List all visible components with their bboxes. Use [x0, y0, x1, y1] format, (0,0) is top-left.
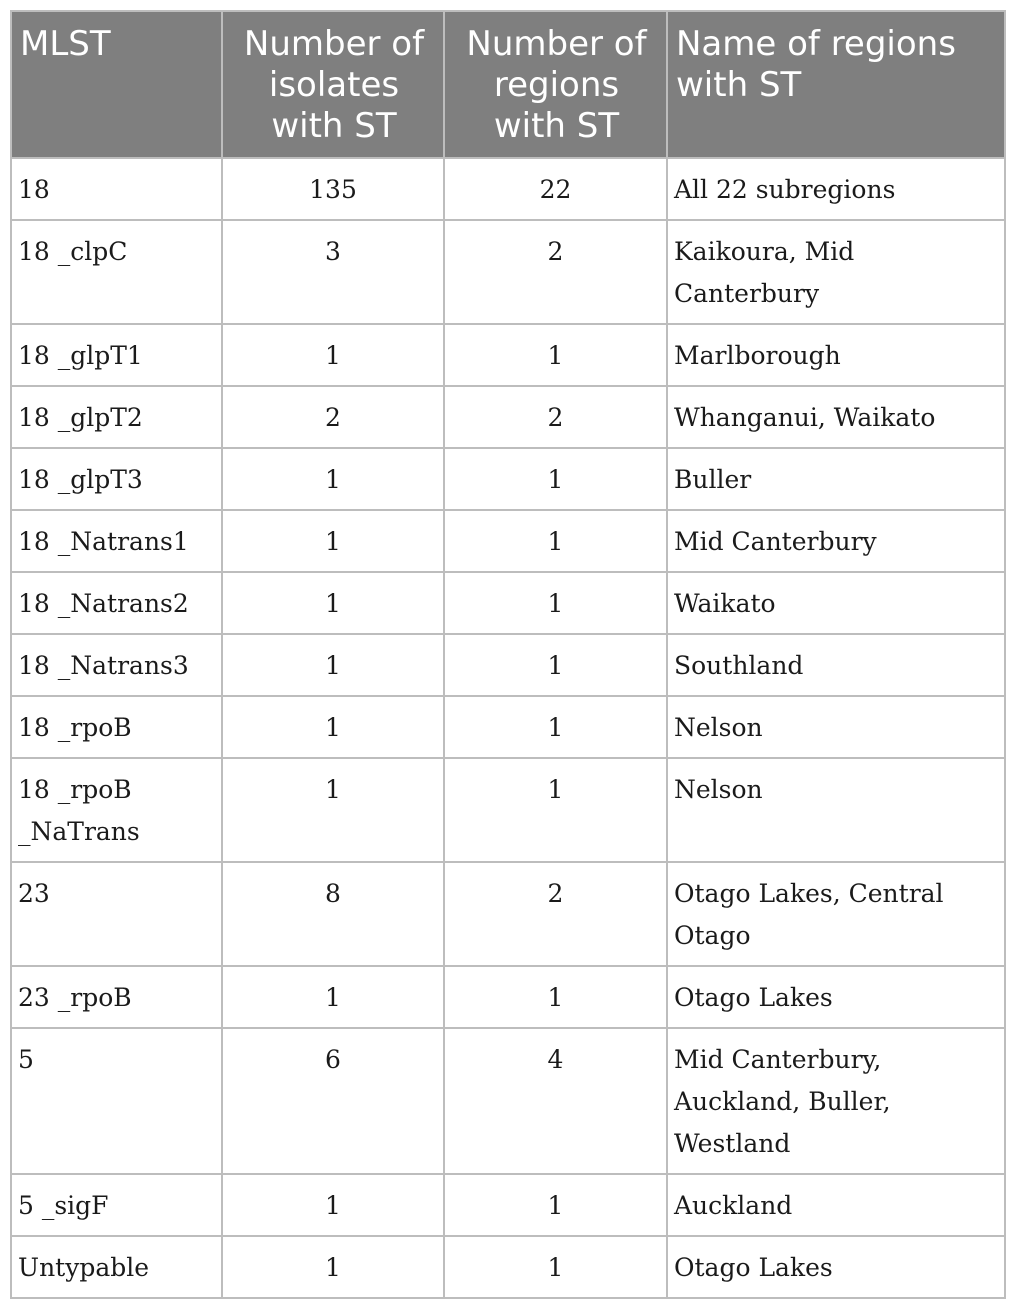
table-row	[11, 758, 1005, 862]
cell-mlst: 18 _Natrans3	[11, 634, 222, 696]
cell-regions: 1	[444, 758, 667, 862]
cell-isolates: 1	[222, 634, 444, 696]
table-header	[11, 11, 1005, 158]
header-mlst: MLST	[11, 11, 222, 158]
cell-regions: 1	[444, 572, 667, 634]
cell-regions: 4	[444, 1028, 667, 1174]
cell-mlst: 18	[11, 158, 222, 220]
table-row	[11, 1236, 1005, 1298]
cell-region-names: Mid Canterbury, Auckland, Buller, Westland	[667, 1028, 1005, 1174]
table-row	[11, 448, 1005, 510]
cell-isolates: 6	[222, 1028, 444, 1174]
cell-isolates: 3	[222, 220, 444, 324]
table-row	[11, 1174, 1005, 1236]
cell-regions: 2	[444, 862, 667, 966]
cell-region-names: Kaikoura, Mid Canterbury	[667, 220, 1005, 324]
cell-mlst: 18 _rpoB _NaTrans	[11, 758, 222, 862]
cell-regions: 1	[444, 696, 667, 758]
cell-mlst: 23 _rpoB	[11, 966, 222, 1028]
cell-regions: 1	[444, 634, 667, 696]
table-row	[11, 1028, 1005, 1174]
cell-regions: 1	[444, 1174, 667, 1236]
header-region-names: Name of regions with ST	[667, 11, 1005, 158]
cell-isolates: 1	[222, 758, 444, 862]
cell-isolates: 1	[222, 1174, 444, 1236]
header-regions: Number of regions with ST	[444, 11, 667, 158]
cell-region-names: Marlborough	[667, 324, 1005, 386]
cell-region-names: Whanganui, Waikato	[667, 386, 1005, 448]
cell-isolates: 1	[222, 572, 444, 634]
table-row	[11, 634, 1005, 696]
cell-region-names: Otago Lakes, Central Otago	[667, 862, 1005, 966]
cell-regions: 1	[444, 966, 667, 1028]
cell-mlst: 18 _glpT3	[11, 448, 222, 510]
cell-regions: 1	[444, 1236, 667, 1298]
header-isolates: Number of isolates with ST	[222, 11, 444, 158]
cell-regions: 1	[444, 510, 667, 572]
table-row	[11, 158, 1005, 220]
table-row	[11, 510, 1005, 572]
table-row	[11, 862, 1005, 966]
cell-regions: 2	[444, 220, 667, 324]
cell-isolates: 1	[222, 324, 444, 386]
cell-isolates: 2	[222, 386, 444, 448]
cell-mlst: 18 _clpC	[11, 220, 222, 324]
cell-mlst: 23	[11, 862, 222, 966]
cell-isolates: 1	[222, 448, 444, 510]
cell-isolates: 1	[222, 696, 444, 758]
table-row	[11, 324, 1005, 386]
table-row	[11, 386, 1005, 448]
table-row	[11, 966, 1005, 1028]
table-row	[11, 696, 1005, 758]
cell-isolates: 135	[222, 158, 444, 220]
cell-mlst: 18 _Natrans1	[11, 510, 222, 572]
cell-isolates: 8	[222, 862, 444, 966]
cell-region-names: Mid Canterbury	[667, 510, 1005, 572]
cell-mlst: 5	[11, 1028, 222, 1174]
cell-isolates: 1	[222, 1236, 444, 1298]
st-table	[10, 10, 1006, 1299]
cell-regions: 22	[444, 158, 667, 220]
cell-mlst: 18 _Natrans2	[11, 572, 222, 634]
table-body	[11, 158, 1005, 1298]
cell-regions: 2	[444, 386, 667, 448]
cell-isolates: 1	[222, 966, 444, 1028]
cell-region-names: Auckland	[667, 1174, 1005, 1236]
cell-mlst: Untypable	[11, 1236, 222, 1298]
cell-mlst: 18 _glpT2	[11, 386, 222, 448]
table-row	[11, 572, 1005, 634]
cell-mlst: 5 _sigF	[11, 1174, 222, 1236]
cell-region-names: All 22 subregions	[667, 158, 1005, 220]
cell-region-names: Otago Lakes	[667, 966, 1005, 1028]
cell-isolates: 1	[222, 510, 444, 572]
table-row	[11, 220, 1005, 324]
cell-regions: 1	[444, 448, 667, 510]
cell-mlst: 18 _rpoB	[11, 696, 222, 758]
cell-region-names: Waikato	[667, 572, 1005, 634]
cell-region-names: Buller	[667, 448, 1005, 510]
cell-region-names: Nelson	[667, 758, 1005, 862]
cell-mlst: 18 _glpT1	[11, 324, 222, 386]
header-row	[11, 11, 1005, 158]
cell-region-names: Nelson	[667, 696, 1005, 758]
cell-regions: 1	[444, 324, 667, 386]
cell-region-names: Southland	[667, 634, 1005, 696]
cell-region-names: Otago Lakes	[667, 1236, 1005, 1298]
